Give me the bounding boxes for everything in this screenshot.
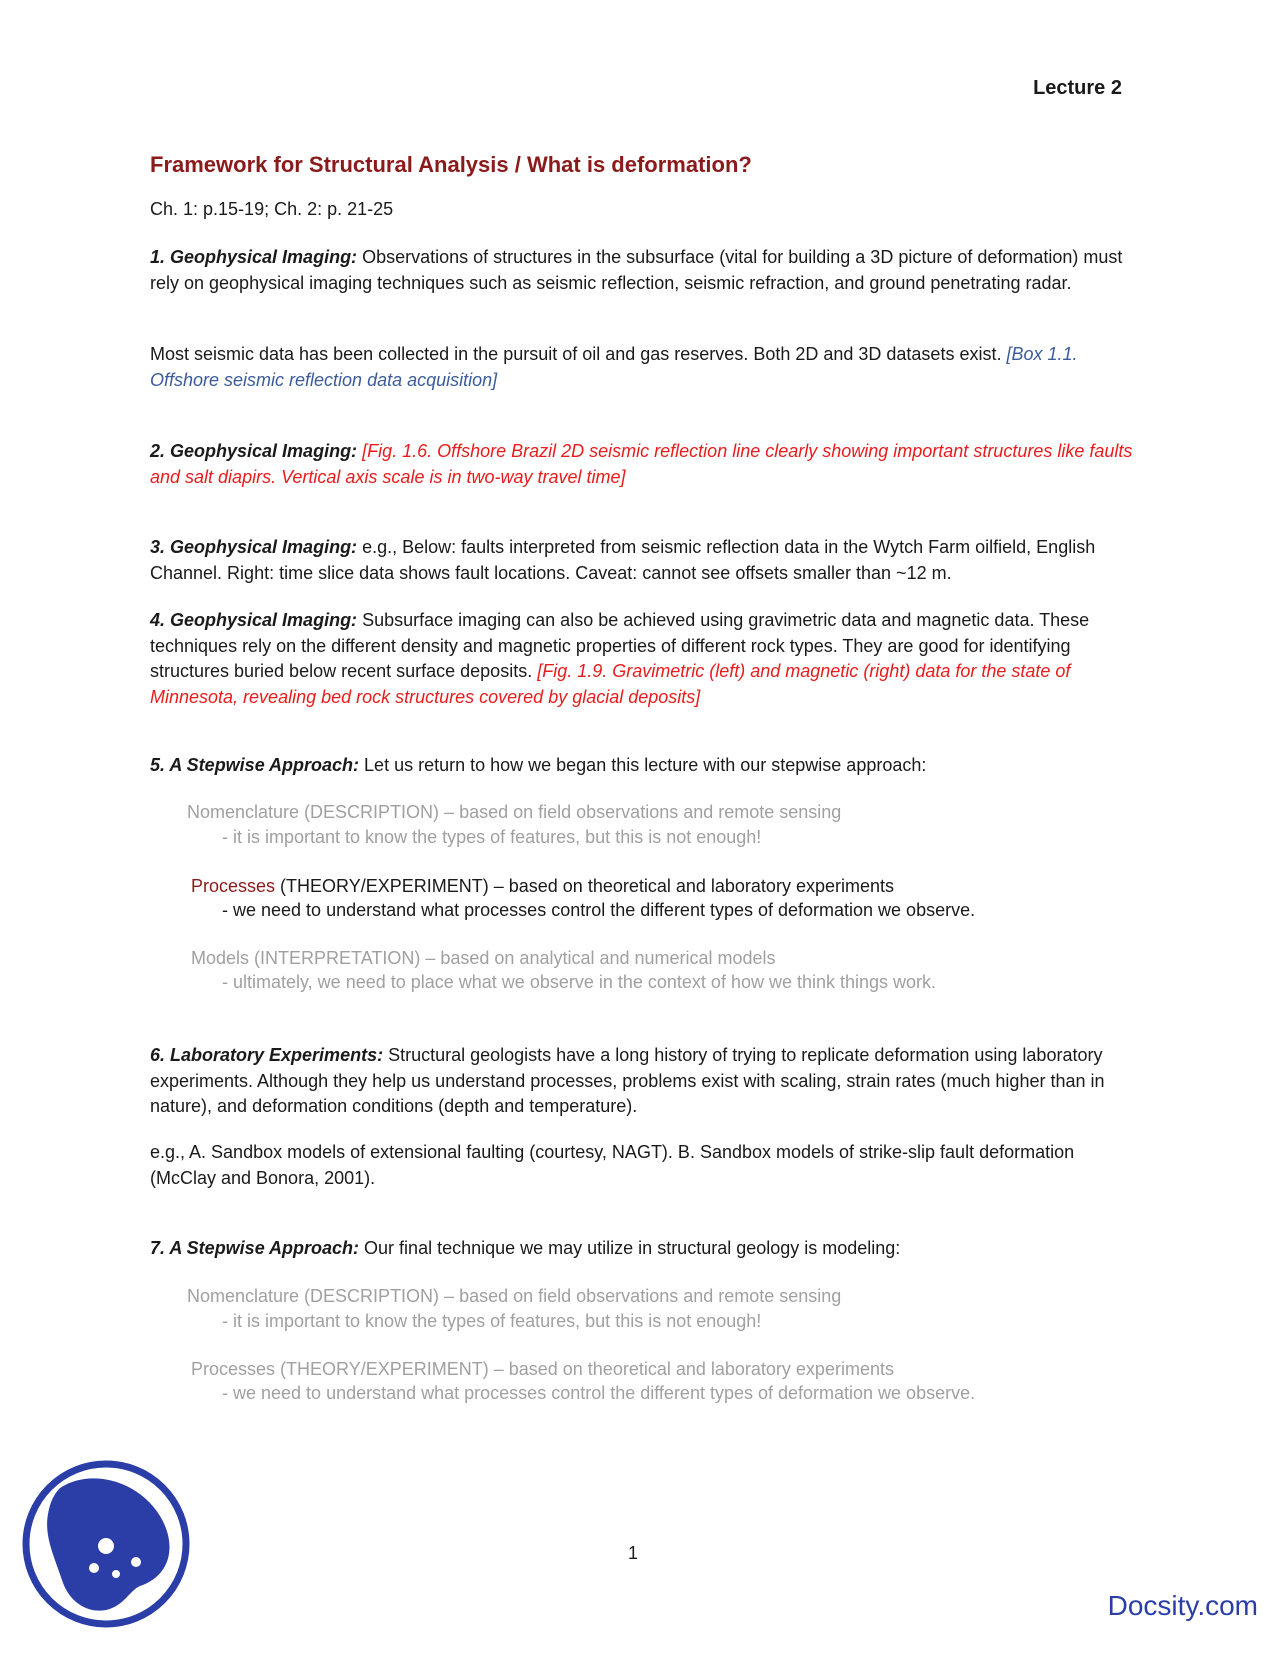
page-title: Framework for Structural Analysis / What is deformation? — [150, 152, 752, 177]
section-7-text: Our final technique we may utilize in structural geology is modeling: — [359, 1238, 901, 1258]
section-5-lead: 5. A Stepwise Approach: — [150, 755, 360, 775]
section-1b — [150, 342, 1135, 393]
chapter-reference: Ch. 1: p.15-19; Ch. 2: p. 21-25 — [150, 199, 394, 219]
section-6-text: Structural geologists have a long history of trying to replicate deformation using laboratory experiments. Although they help us understand processes, problems exist with scaling, strain rates (much higher than in nature), and deformation conditions (depth and temperature). — [150, 1045, 1105, 1116]
stepwise-a-models-note: - ultimately, we need to place what we observe in the context of how we think things work. — [222, 972, 937, 992]
section-5 — [150, 753, 1135, 779]
section-1b-ref: [Box 1.1. Offshore seismic reflection data acquisition] — [150, 344, 1078, 390]
section-1 — [150, 245, 1135, 296]
section-1-lead: 1. Geophysical Imaging: — [150, 247, 358, 267]
section-6b: e.g., A. Sandbox models of extensional faulting (courtesy, NAGT). B. Sandbox models of strike-slip fault deformation (McClay and Bonora, 2001). — [150, 1142, 1075, 1188]
stepwise-a-nomenclature-note: - it is important to know the types of features, but this is not enough! — [222, 827, 762, 847]
lecture-label: Lecture 2 — [1033, 77, 1122, 99]
section-4 — [150, 608, 1135, 710]
section-4-ref: [Fig. 1.9. Gravimetric (left) and magnetic (right) data for the state of Minnesota, revealing bed rock structures covered by glacial deposits] — [150, 661, 1071, 707]
stepwise-b-processes-note: - we need to understand what processes control the different types of deformation we observe. — [222, 1383, 976, 1403]
stepwise-b-nomenclature: Nomenclature (DESCRIPTION) – based on field observations and remote sensing — [187, 1286, 842, 1306]
section-6 — [150, 1043, 1135, 1120]
stepwise-a-processes — [191, 874, 894, 900]
section-1b-text: Most seismic data has been collected in the pursuit of oil and gas reserves. Both 2D and 3D datasets exist. — [150, 344, 1007, 364]
section-7 — [150, 1236, 1135, 1262]
section-6-lead: 6. Laboratory Experiments: — [150, 1045, 384, 1065]
stepwise-a-nomenclature: Nomenclature (DESCRIPTION) – based on field observations and remote sensing — [187, 802, 842, 822]
section-2-ref: [Fig. 1.6. Offshore Brazil 2D seismic reflection line clearly showing important structures like faults and salt diapirs. Vertical axis scale is in two-way travel time] — [150, 441, 1133, 487]
section-5-text: Let us return to how we began this lecture with our stepwise approach: — [359, 755, 927, 775]
section-1-text: Observations of structures in the subsurface (vital for building a 3D picture of deformation) must rely on geophysical imaging techniques such as seismic reflection, seismic refraction, and ground penetrating radar. — [150, 247, 1123, 293]
section-7-lead: 7. A Stepwise Approach: — [150, 1238, 360, 1258]
stepwise-b-processes: Processes (THEORY/EXPERIMENT) – based on theoretical and laboratory experiments — [191, 1359, 894, 1379]
section-4-lead: 4. Geophysical Imaging: — [150, 610, 358, 630]
section-3-lead: 3. Geophysical Imaging: — [150, 537, 358, 557]
section-2 — [150, 439, 1135, 490]
page-number: 1 — [628, 1543, 639, 1563]
stepwise-a-processes-note: - we need to understand what processes control the different types of deformation we observe. — [222, 900, 976, 920]
stepwise-a-processes-word: Processes — [191, 876, 276, 896]
section-4-text: Subsurface imaging can also be achieved using gravimetric data and magnetic data. These techniques rely on the different density and magnetic properties of different rock types. They are good for identifying structures buried below recent surface deposits. — [150, 610, 1090, 681]
docsity-brand-link[interactable]: Docsity.com — [1107, 1590, 1258, 1621]
stepwise-a-processes-rest: (THEORY/EXPERIMENT) – based on theoretical and laboratory experiments — [275, 876, 894, 896]
section-2-lead: 2. Geophysical Imaging: — [150, 441, 358, 461]
stepwise-a-models: Models (INTERPRETATION) – based on analytical and numerical models — [191, 948, 776, 968]
section-3 — [150, 535, 1135, 586]
section-3-text: e.g., Below: faults interpreted from seismic reflection data in the Wytch Farm oilfield, English Channel. Right: time slice data shows fault locations. Caveat: cannot see offsets smaller than ~12 m. — [150, 537, 1096, 583]
stepwise-b-nomenclature-note: - it is important to know the types of features, but this is not enough! — [222, 1311, 762, 1331]
docsity-logo-icon[interactable] — [20, 1458, 192, 1630]
